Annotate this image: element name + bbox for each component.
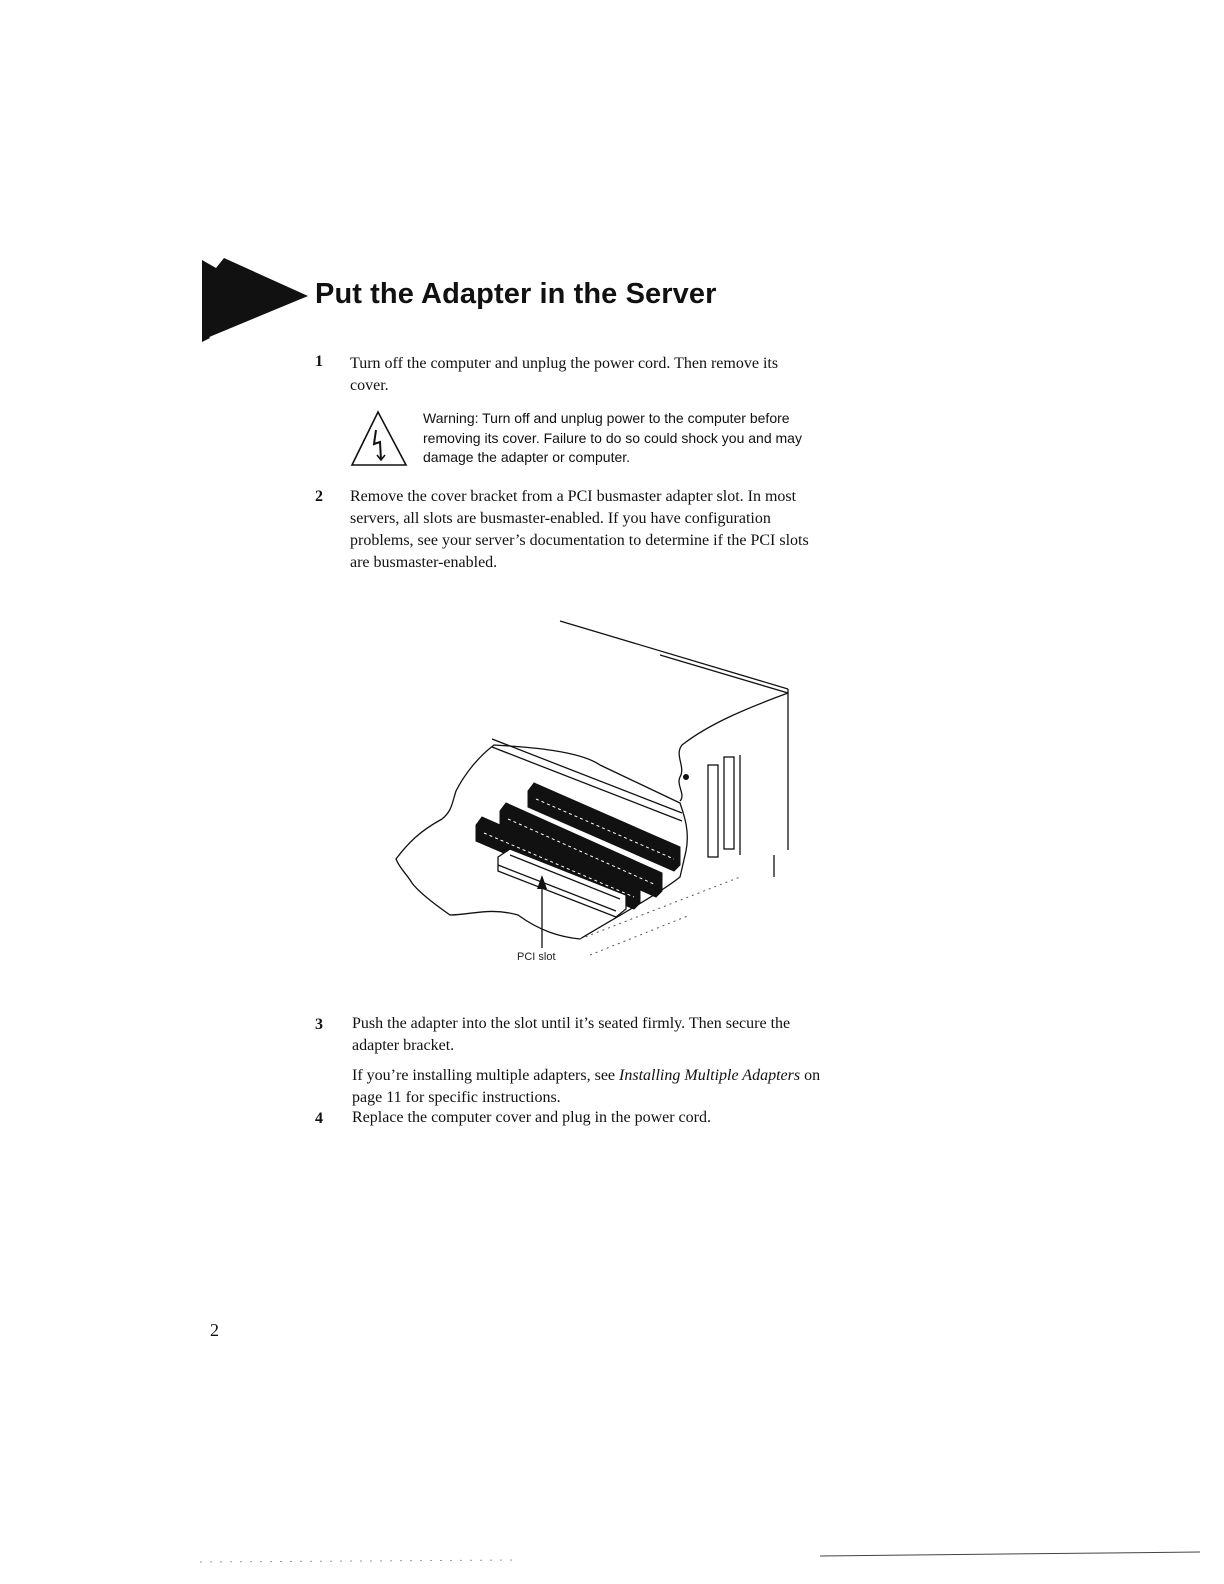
step-3-text (352, 1013, 820, 1109)
step-3-note-text: If you’re installing multiple adapters, see (352, 1067, 620, 1084)
section-arrow-icon (202, 256, 314, 342)
page-number: 2 (210, 1320, 219, 1340)
step-1-text (350, 353, 778, 397)
step-number-2: 2 (315, 488, 323, 505)
server-pci-slot-illustration (390, 615, 800, 975)
warning-line-1: Warning: Turn off and unplug power to the computer before (423, 410, 790, 426)
warning-message (423, 409, 802, 468)
step-3-note-line-2: page 11 for specific instructions. (352, 1089, 561, 1106)
warning-line-3: damage the adapter or computer. (423, 449, 631, 465)
step-2-line-2: servers, all slots are busmaster-enabled. If you have configuration (350, 510, 771, 527)
step-4-line-1: Replace the computer cover and plug in the power cord. (352, 1109, 711, 1126)
step-3-line-2: adapter bracket. (352, 1037, 455, 1054)
step-2-text (350, 486, 809, 574)
cross-reference-link[interactable]: Installing Multiple Adapters (619, 1067, 801, 1084)
scan-edge-artifact (0, 1540, 1224, 1570)
step-3-note-text-end: on (800, 1067, 821, 1084)
step-1-line-2: cover. (350, 377, 389, 394)
warning-line-2: removing its cover. Failure to do so could shock you and may (423, 429, 802, 446)
step-number-4: 4 (315, 1110, 323, 1127)
step-2-line-3: problems, see your server’s documentation to determine if the PCI slots (350, 532, 809, 549)
step-1-line-1: Turn off the computer and unplug the power cord. Then remove its (350, 355, 779, 372)
step-number-1: 1 (315, 353, 323, 370)
step-3-line-1: Push the adapter into the slot until it’s seated firmly. Then secure the (352, 1015, 791, 1032)
step-4-text (352, 1107, 711, 1129)
step-number-3: 3 (315, 1016, 323, 1033)
step-2-line-1: Remove the cover bracket from a PCI busmaster adapter slot. In most (350, 488, 797, 505)
page-title: Put the Adapter in the Server (315, 278, 717, 310)
step-2-line-4: are busmaster-enabled. (350, 554, 498, 571)
step-3-note (352, 1065, 820, 1087)
electrical-hazard-warning-icon (350, 410, 408, 468)
figure-caption: PCI slot (517, 951, 556, 963)
